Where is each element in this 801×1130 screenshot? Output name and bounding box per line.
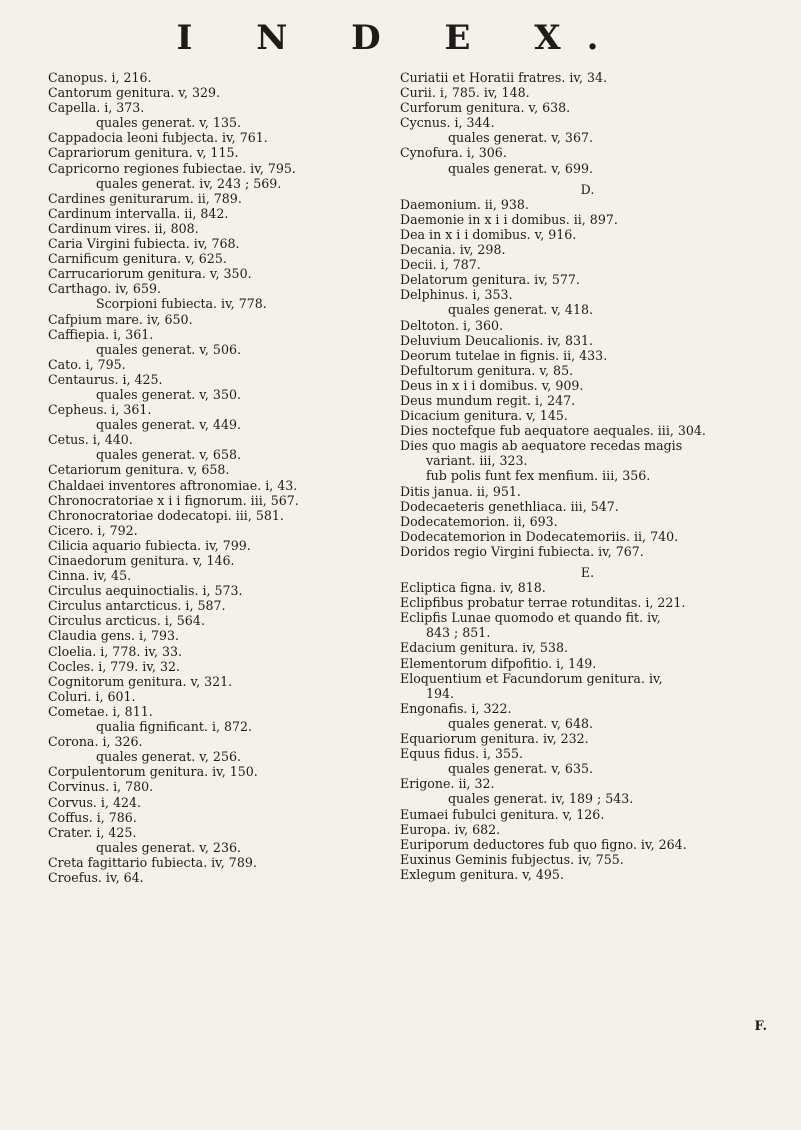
index-entry: Decii. i, 787. [400, 257, 481, 273]
index-entry: Delphinus. i, 353. [400, 287, 513, 303]
index-entry: Cinna. iv, 45. [48, 568, 132, 584]
index-entry: Caria Virgini fubiecta. iv, 768. [48, 236, 240, 252]
index-entry: Corvinus. i, 780. [48, 779, 154, 795]
index-entry: Europa. iv, 682. [400, 821, 501, 837]
index-entry: Croefus. iv, 64. [48, 869, 144, 885]
index-entry: Cilicia aquario fubiecta. iv, 799. [48, 537, 251, 553]
index-entry: Dodecaeteris genethliaca. iii, 547. [400, 498, 619, 514]
index-entry: Dodecatemorion. ii, 693. [400, 513, 558, 529]
index-entry: variant. iii, 323. [426, 453, 528, 469]
index-entry: Chronocratoriae x i i fignorum. iii, 567. [48, 492, 299, 508]
index-entry: Deus mundum regit. i, 247. [400, 392, 576, 408]
index-entry: Curforum genitura. v, 638. [400, 100, 571, 116]
index-entry: Daemonie in x i i domibus. ii, 897. [400, 211, 618, 227]
index-entry: 843 ; 851. [426, 625, 491, 641]
index-entry: Circulus aequinoctialis. i, 573. [48, 583, 243, 599]
index-entry: Erigone. ii, 32. [400, 776, 495, 792]
index-entry: Equus fidus. i, 355. [400, 746, 524, 762]
index-entry: Carnificum genitura. v, 625. [48, 251, 227, 267]
index-entry: quales generat. v, 135. [96, 115, 241, 131]
index-entry: Crater. i, 425. [48, 824, 137, 840]
index-entry: quales generat. v, 506. [96, 341, 241, 357]
index-letter-heading: E. [580, 565, 595, 580]
index-entry: Ditis janua. ii, 951. [400, 483, 521, 499]
index-entry: Curiatii et Horatii fratres. iv, 34. [400, 70, 608, 85]
index-entry: Caprariorum genitura. v, 115. [48, 145, 239, 161]
index-entry: Equariorum genitura. iv, 232. [400, 731, 589, 747]
index-entry: Cometae. i, 811. [48, 703, 153, 719]
index-entry: Corpulentorum genitura. iv, 150. [48, 764, 258, 780]
index-entry: Eclipfis Lunae quomodo et quando fit. iv, [400, 610, 661, 626]
index-entry: 194. [426, 685, 455, 701]
index-entry: quales generat. v, 236. [96, 839, 241, 855]
index-entry: Ecliptica figna. iv, 818. [400, 580, 546, 596]
index-entry: Cloelia. i, 778. iv, 33. [48, 643, 183, 659]
index-entry: Creta fagittario fubiecta. iv, 789. [48, 854, 257, 870]
index-entry: Defultorum genitura. v, 85. [400, 362, 574, 378]
catchword: F. [754, 1019, 767, 1034]
index-entry: Corona. i, 326. [48, 734, 143, 750]
index-entry: Centaurus. i, 425. [48, 371, 163, 387]
index-entry: Canopus. i, 216. [48, 70, 152, 85]
index-entry: Dicacium genitura. v, 145. [400, 408, 568, 424]
index-entry: Elementorum difpofitio. i, 149. [400, 655, 597, 671]
index-entry: Deus in x i i domibus. v, 909. [400, 377, 584, 393]
index-entry: quales generat. v, 367. [448, 130, 593, 146]
index-entry: Claudia gens. i, 793. [48, 628, 180, 644]
index-entry: quales generat. v, 418. [448, 302, 593, 318]
index-entry: Cetariorum genitura. v, 658. [48, 462, 230, 478]
index-entry: qualia fignificant. i, 872. [96, 719, 253, 735]
index-entry: Exlegum genitura. v, 495. [400, 866, 564, 882]
index-entry: Cognitorum genitura. v, 321. [48, 673, 233, 689]
index-entry: Dodecatemorion in Dodecatemoriis. ii, 740. [400, 528, 679, 544]
index-entry: Daemonium. ii, 938. [400, 196, 529, 212]
index-heading: I N D E X. [176, 18, 625, 58]
index-entry: Scorpioni fubiecta. iv, 778. [96, 296, 267, 312]
index-entry: quales generat. v, 699. [448, 160, 593, 176]
index-entry: Engonafis. i, 322. [400, 700, 512, 716]
index-entry: Eclipfibus probatur terrae rotunditas. i, 221. [400, 595, 686, 611]
index-entry: Cinaedorum genitura. v, 146. [48, 553, 235, 568]
index-entry: Dies quo magis ab aequatore recedas magis [400, 438, 683, 454]
index-column-right [400, 70, 775, 882]
index-entry: Cepheus. i, 361. [48, 402, 152, 418]
index-entry: Chronocratoriae dodecatopi. iii, 581. [48, 507, 284, 523]
index-entry: Cato. i, 795. [48, 356, 126, 372]
index-entry: Edacium genitura. iv, 538. [400, 640, 568, 656]
index-entry: Dea in x i i domibus. v, 916. [400, 226, 577, 242]
index-entry: Cycnus. i, 344. [400, 115, 495, 131]
index-entry: Euriporum deductores fub quo figno. iv, 264. [400, 836, 687, 852]
index-entry: Deltoton. i, 360. [400, 317, 504, 333]
index-entry: quales generat. v, 648. [448, 715, 593, 731]
index-entry: Capricorno regiones fubiectae. iv, 795. [48, 160, 296, 176]
index-entry: Cantorum genitura. v, 329. [48, 85, 221, 101]
index-entry: quales generat. v, 256. [96, 749, 241, 765]
index-entry: Doridos regio Virgini fubiecta. iv, 767. [400, 543, 644, 559]
index-entry: Corvus. i, 424. [48, 794, 142, 810]
index-entry: Cetus. i, 440. [48, 432, 133, 448]
index-entry: Eumaei fubulci genitura. v, 126. [400, 806, 605, 822]
index-entry: Deluvium Deucalionis. iv, 831. [400, 332, 594, 348]
index-entry: quales generat. iv, 189 ; 543. [448, 791, 634, 807]
index-entry: Carrucariorum genitura. v, 350. [48, 266, 252, 282]
index-entry: Cardinum intervalla. ii, 842. [48, 205, 229, 221]
index-entry: Dies noctefque fub aequatore aequales. iii, 304. [400, 423, 706, 439]
index-entry: Eloquentium et Facundorum genitura. iv, [400, 670, 663, 686]
index-entry: Capella. i, 373. [48, 100, 145, 116]
index-entry: quales generat. v, 635. [448, 761, 593, 777]
index-entry: Delatorum genitura. iv, 577. [400, 272, 580, 288]
index-entry: Caffiepia. i, 361. [48, 326, 154, 342]
index-entry: Euxinus Geminis fubjectus. iv, 755. [400, 851, 624, 867]
index-entry: Cocles. i, 779. iv, 32. [48, 658, 180, 674]
index-entry: quales generat. v, 449. [96, 417, 241, 433]
index-entry: Deorum tutelae in fignis. ii, 433. [400, 347, 608, 363]
index-letter-heading: D. [580, 181, 595, 197]
index-entry: Cardines geniturarum. ii, 789. [48, 190, 242, 206]
index-entry: Carthago. iv, 659. [48, 281, 161, 297]
index-entry: Chaldaei inventores aftronomiae. i, 43. [48, 477, 298, 493]
index-entry: Cardinum vires. ii, 808. [48, 220, 199, 236]
index-entry: Circulus antarcticus. i, 587. [48, 598, 226, 614]
index-entry: fub polis funt fex menfium. iii, 356. [426, 468, 651, 484]
index-entry: Coluri. i, 601. [48, 688, 136, 704]
index-entry: Cafpium mare. iv, 650. [48, 311, 193, 327]
index-entry: quales generat. iv, 243 ; 569. [96, 175, 282, 191]
index-entry: Coffus. i, 786. [48, 809, 137, 825]
index-entry: quales generat. v, 350. [96, 386, 241, 402]
index-column-left [48, 70, 373, 885]
index-entry: Curii. i, 785. iv, 148. [400, 85, 530, 101]
index-entry: Cicero. i, 792. [48, 522, 138, 538]
index-entry: quales generat. v, 658. [96, 447, 241, 463]
index-entry: Cynofura. i, 306. [400, 145, 507, 161]
index-entry: Decania. iv, 298. [400, 242, 506, 258]
index-entry: Cappadocia leoni fubjecta. iv, 761. [48, 130, 268, 146]
index-entry: Circulus arcticus. i, 564. [48, 613, 205, 629]
